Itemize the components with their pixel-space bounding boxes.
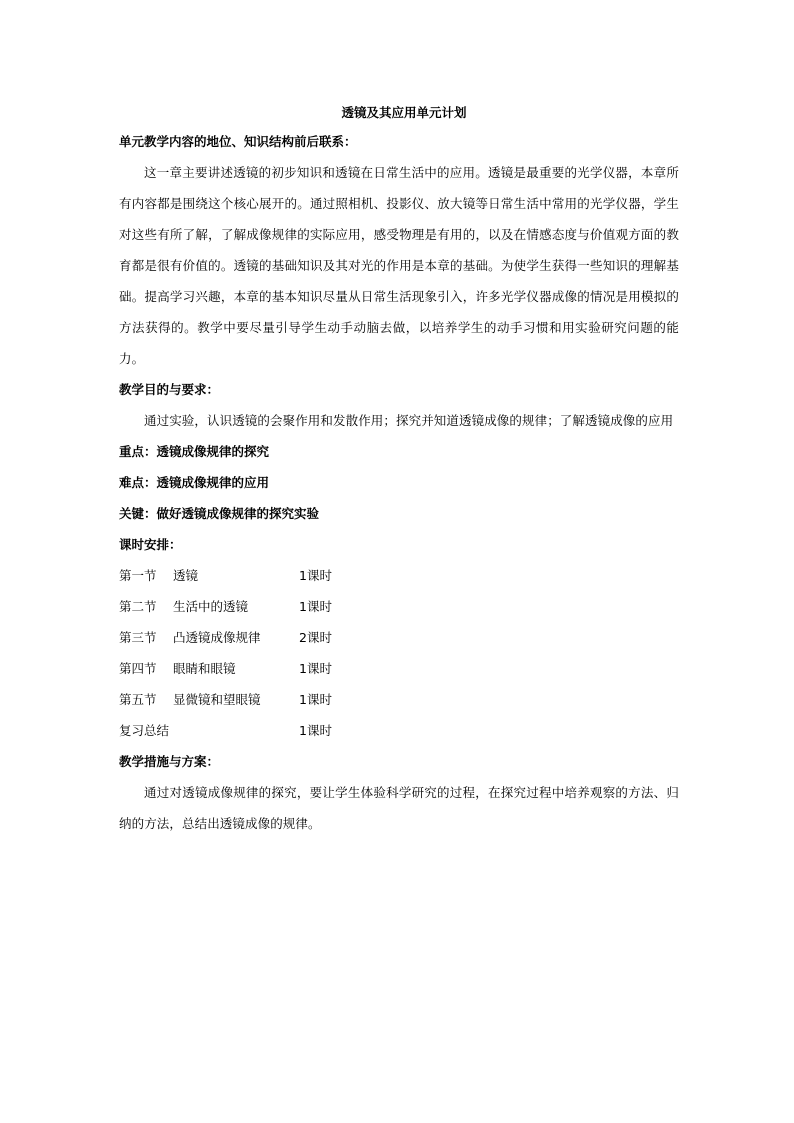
- schedule-topic: 生活中的透镜: [173, 599, 249, 614]
- schedule-row: [119, 591, 679, 622]
- measures-paragraph: 通过对透镜成像规律的探究，要让学生体验科学研究的过程，在探究过程中培养观察的方法、归纳的方法，总结出透镜成像的规律。: [119, 785, 679, 831]
- schedule-hours: 1课时: [299, 692, 332, 707]
- schedule-topic: 凸透镜成像规律: [173, 630, 261, 645]
- schedule-hours: 1课时: [299, 568, 332, 583]
- schedule-row: [119, 560, 679, 591]
- schedule-row: [119, 653, 679, 684]
- crux-line: 关键：做好透镜成像规律的探究实验: [119, 506, 320, 521]
- schedule-hours: 1课时: [299, 661, 332, 676]
- schedule-section: 复习总结: [119, 723, 170, 738]
- schedule-hours: 2课时: [299, 630, 332, 645]
- objectives-paragraph: 通过实验，认识透镜的会聚作用和发散作用；探究并知道透镜成像的规律；了解透镜成像的应用: [144, 413, 674, 428]
- schedule-hours: 1课时: [299, 723, 332, 738]
- schedule-section: 第一节: [119, 568, 157, 583]
- schedule-section: 第四节: [119, 661, 157, 676]
- schedule-table: [119, 560, 679, 746]
- schedule-topic: 眼睛和眼镜: [173, 661, 236, 676]
- difficulty-line: 难点：透镜成像规律的应用: [119, 475, 270, 490]
- schedule-row: [119, 622, 679, 653]
- document-page: [119, 104, 679, 839]
- schedule-section: 第五节: [119, 692, 157, 707]
- schedule-section: 第二节: [119, 599, 157, 614]
- objectives-heading: 教学目的与要求：: [119, 382, 220, 397]
- schedule-hours: 1课时: [299, 599, 332, 614]
- schedule-topic: 透镜: [173, 568, 199, 583]
- schedule-heading: 课时安排：: [119, 537, 182, 552]
- position-paragraph: 这一章主要讲述透镜的初步知识和透镜在日常生活中的应用。透镜是最重要的光学仪器，本章所有内容都是围绕这个核心展开的。通过照相机、投影仪、放大镜等日常生活中常用的光学仪器，学生对这些有所了解，了解成像规律的实际应用，感受物理是有用的，以及在情感态度与价值观方面的教育都是很有价值的。透镜的基础知识及其对光的作用是本章的基础。为使学生获得一些知识的理解基础。提高学习兴趣，本章的基本知识尽量从日常生活现象引入，许多光学仪器成像的情况是用模拟的方法获得的。教学中要尽量引导学生动手动脑去做，以培养学生的动手习惯和用实验研究问题的能力。: [119, 165, 679, 366]
- schedule-row: [119, 684, 679, 715]
- key-point-line: 重点：透镜成像规律的探究: [119, 444, 270, 459]
- schedule-row: [119, 715, 679, 746]
- schedule-section: 第三节: [119, 630, 157, 645]
- position-heading: 单元教学内容的地位、知识结构前后联系：: [119, 134, 357, 149]
- page-title: 透镜及其应用单元计划: [341, 105, 467, 120]
- measures-heading: 教学措施与方案：: [119, 754, 220, 769]
- schedule-topic: 显微镜和望眼镜: [173, 692, 261, 707]
